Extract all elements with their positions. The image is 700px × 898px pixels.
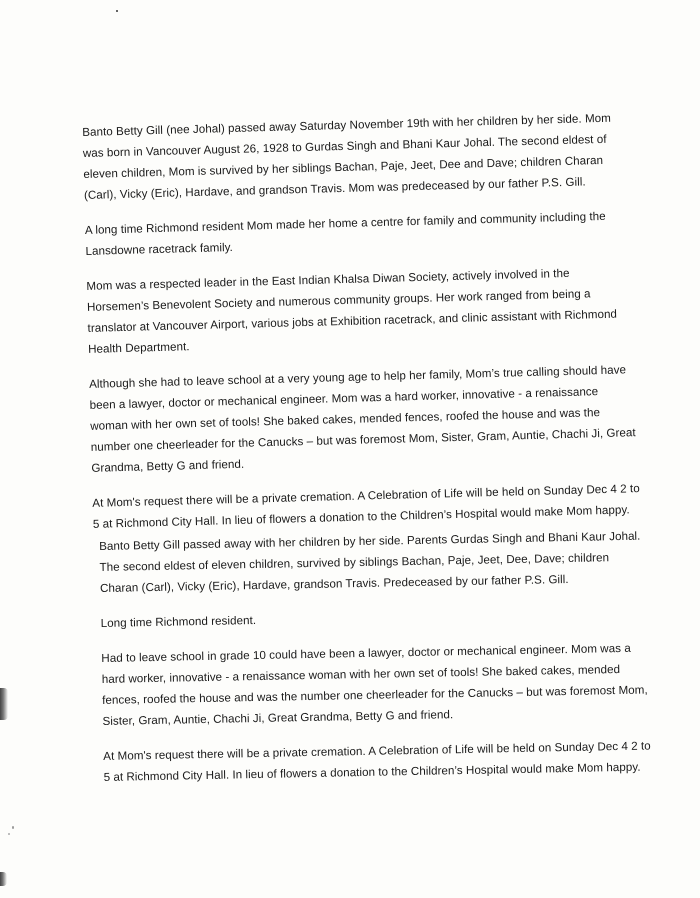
scan-speck [8, 833, 10, 835]
paragraph: Long time Richmond resident. [100, 614, 257, 630]
paragraph: Banto Betty Gill (nee Johal) passed away Saturday November 19th with her children by her side. Mom was born in Vancouver August 26, 1928 to Gurdas Singh and Bhani Kaur Johal. The second eldest of eleven children, Mom is survived by her siblings Bachan, Paje, Jeet, Dee and Dave; children Charan (Carl), Vicky (Eric), Hardave, and grandson Travis. Mom was predeceased by our father P.S. Gill. [82, 111, 612, 202]
scan-edge-mark [0, 688, 8, 720]
obituary-first-version [82, 107, 641, 549]
scan-speck [12, 826, 14, 829]
paragraph: Had to leave school in grade 10 could have been a lawyer, doctor or mechanical engineer. Mom was a hard worker, innovative - a renaissance woman with her own set of tools! She baked cakes, mended fences, roofed the house and was the number one cheerleader for the Canucks – but was foremost Mom, Sister, Gram, Auntie, Chachi Ji, Great Grandma, Betty G and friend. [101, 641, 648, 728]
scan-edge-mark [0, 872, 7, 886]
paragraph: At Mom's request there will be a private cremation. A Celebration of Life will be held on Sunday Dec 4 2 to 5 at Richmond City Hall. In lieu of flowers a donation to the Children’s Hospital would make Mom happy. [92, 482, 640, 531]
scan-speck [116, 10, 118, 12]
paragraph: Banto Betty Gill passed away with her children by her side. Parents Gurdas Singh and Bhani Kaur Johal. The second eldest of eleven children, survived by siblings Bachan, Paje, Jeet, Dee, Dave; children Charan (Carl), Vicky (Eric), Hardave, grandson Travis. Predeceased by our father P.S. Gill. [99, 529, 641, 595]
paragraph: Although she had to leave school at a very young age to help her family, Mom’s true calling should have been a lawyer, doctor or mechanical engineer. Mom was a hard worker, innovative - a renaissance woman with her own set of tools! She baked cakes, mended fences, roofed the house and was the number one cheerleader for the Canucks – but was foremost Mom, Sister, Gram, Auntie, Chachi Ji, Great Grandma, Betty G and friend. [88, 363, 636, 475]
obituary-second-version [99, 525, 652, 801]
paragraph: Mom was a respected leader in the East Indian Khalsa Diwan Society, actively involved in the Horsemen’s Benevolent Society and numerous community groups. Her work ranged from being a translator at Vancouver Airport, various jobs at Exhibition racetrack, and clinic assistant with Richmond Health Department. [86, 266, 618, 356]
paragraph: At Mom's request there will be a private cremation. A Celebration of Life will be held on Sunday Dec 4 2 to 5 at Richmond City Hall. In lieu of flowers a donation to the Children’s Hospital would make Mom happy. [103, 739, 651, 784]
paragraph: A long time Richmond resident Mom made her home a centre for family and community including the Lansdowne racetrack family. [84, 209, 606, 258]
